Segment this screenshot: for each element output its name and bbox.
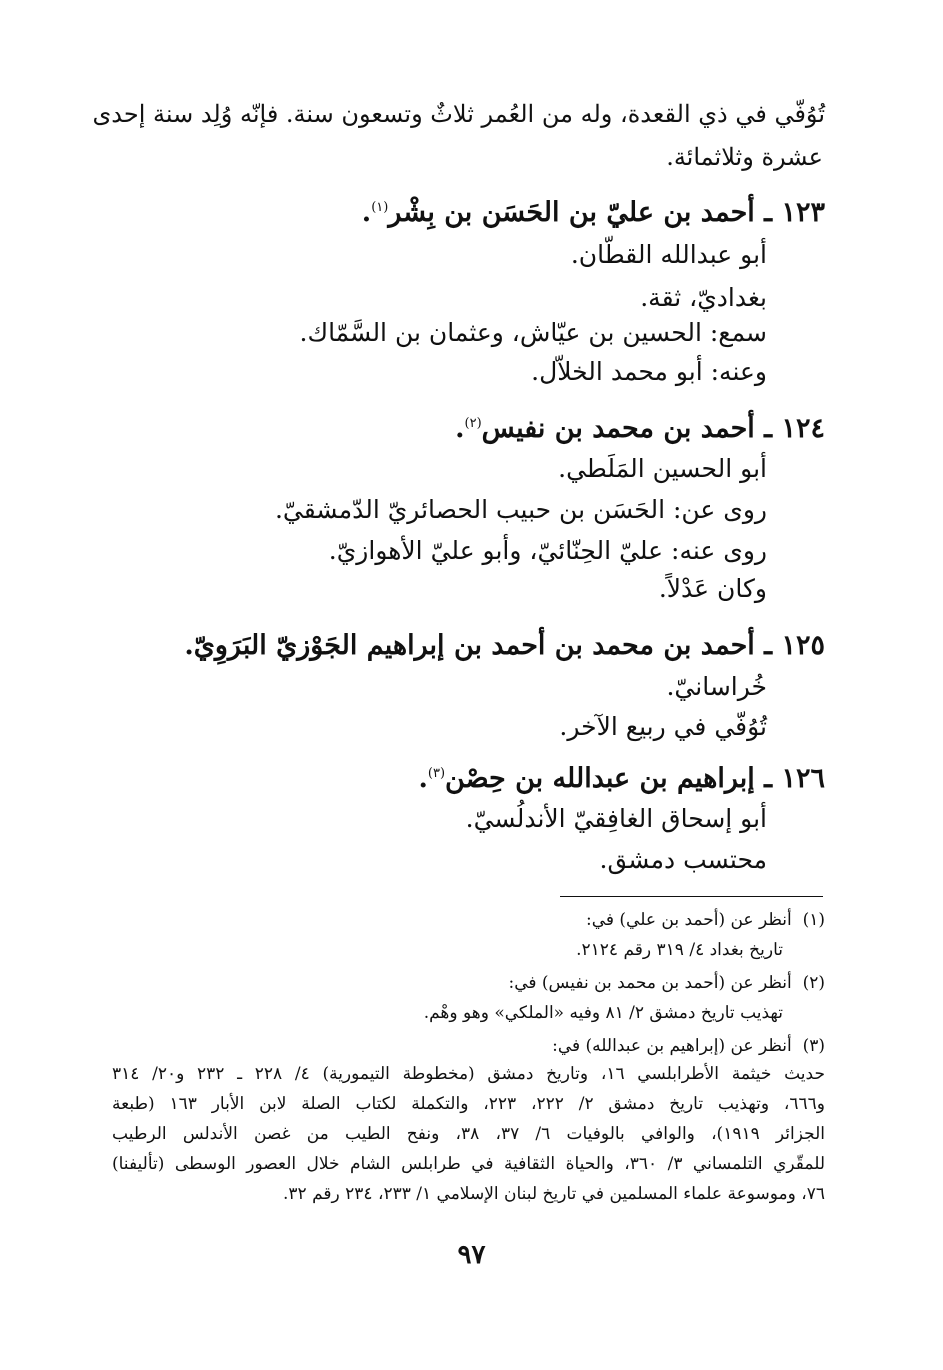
intro-line: عشرة وثلاثمائة. — [666, 143, 823, 171]
entry-title: ١٢٤ ـ أحمد بن محمد بن نفيس — [481, 413, 825, 444]
entry-line: وكان عَدْلاً. — [658, 574, 767, 603]
entry-line: أبو عبدالله القطّان. — [570, 240, 767, 269]
footnote — [508, 973, 825, 993]
heading-end: . — [455, 413, 465, 444]
entry-heading — [362, 197, 825, 228]
entry-line: أبو الحسين المَلَطي. — [558, 454, 767, 483]
footnote-line: حديث خيثمة الأطرابلسي ١٦، وتاريخ دمشق (مخطوطة التيمورية) ٤/ ٢٢٨ ـ ٢٣٢ و٢٠/ ٣١٤ — [112, 1064, 825, 1084]
footnote-marker: (٢) — [464, 416, 482, 431]
entry-line: بغداديّ، ثقة. — [640, 283, 767, 312]
footnote-number: (٢) — [802, 973, 825, 993]
footnote-marker: (٣) — [427, 766, 446, 781]
entry-title: ١٢٦ ـ إبراهيم بن عبدالله بن حِصْن — [445, 763, 825, 794]
footnote-line: الجزائر ١٩١٩)، والوافي بالوفيات ٦/ ٣٧، ٣٨، ونفح الطيب من غصن الأندلس الرطيب — [112, 1124, 826, 1144]
footnote-number: (٣) — [802, 1036, 825, 1056]
entry-line: روى عنه: عليّ الحِنّائيّ، وأبو عليّ الأهوازيّ. — [328, 536, 767, 565]
entry-line: سمع: الحسين بن عيّاش، وعثمان بن السَّمّاك. — [299, 318, 767, 347]
footnote-number: (١) — [802, 910, 825, 930]
footnote — [586, 910, 825, 930]
page-number: ٩٧ — [457, 1240, 486, 1270]
entry-line: أبو إسحاق الغافِقيّ الأندلُسيّ. — [465, 804, 767, 833]
intro-line: تُوُفّي في ذي القعدة، وله من العُمر ثلاثٌ وتسعون سنة. فإنّه وُلِد سنة إحدى — [92, 100, 825, 128]
footnote-line: و٦٦٦، وتهذيب تاريخ دمشق ٢/ ٢٢٢، ٢٢٣، والتكملة لكتاب الصلة لابن الأبار ١٦٣ (طبعة — [112, 1094, 825, 1114]
footnote — [552, 1036, 825, 1056]
entry-heading — [455, 413, 825, 444]
entry-line: محتسب دمشق. — [599, 845, 767, 874]
footnote-marker: (١) — [371, 200, 389, 215]
footnote-separator — [560, 896, 823, 897]
entry-line: خُراسانيّ. — [666, 672, 767, 701]
entry-line: روى عن: الحَسَن بن حبيب الحصائريّ الدّمشقيّ. — [274, 495, 767, 524]
entry-line: وعنه: أبو محمد الخلاّل. — [531, 357, 767, 386]
entry-title: ١٢٣ ـ أحمد بن عليّ بن الحَسَن بن بِشْر — [388, 197, 825, 228]
footnote-ref: أنظر عن (أحمد بن علي) في: — [585, 910, 792, 930]
footnote-line: تاريخ بغداد ٤/ ٣١٩ رقم ٢١٢٤. — [576, 940, 783, 960]
footnote-ref: أنظر عن (إبراهيم بن عبدالله) في: — [552, 1036, 792, 1056]
footnote-ref: أنظر عن (أحمد بن محمد بن نفيس) في: — [508, 973, 792, 993]
heading-end: . — [361, 197, 372, 228]
entry-title: ١٢٥ ـ أحمد بن محمد بن أحمد بن إبراهيم الجَوْزيّ البَرَوِيّ. — [184, 630, 825, 661]
entry-heading — [184, 630, 825, 661]
entry-heading — [418, 763, 825, 794]
heading-end: . — [418, 763, 428, 794]
footnote-line: ٧٦، وموسوعة علماء المسلمين في تاريخ لبنان الإسلامي ١/ ٢٣٣، ٢٣٤ رقم ٣٢. — [283, 1184, 825, 1204]
footnote-line: للمقّري التلمساني ٣/ ٣٦٠، والحياة الثقافية في طرابلس الشام خلال العصور الوسطى (تأليفنا) — [112, 1154, 826, 1174]
footnote-line: تهذيب تاريخ دمشق ٢/ ٨١ وفيه «الملكي» وهو وهْم. — [423, 1003, 783, 1023]
entry-line: تُوُفّي في ربيع الآخر. — [559, 712, 767, 741]
